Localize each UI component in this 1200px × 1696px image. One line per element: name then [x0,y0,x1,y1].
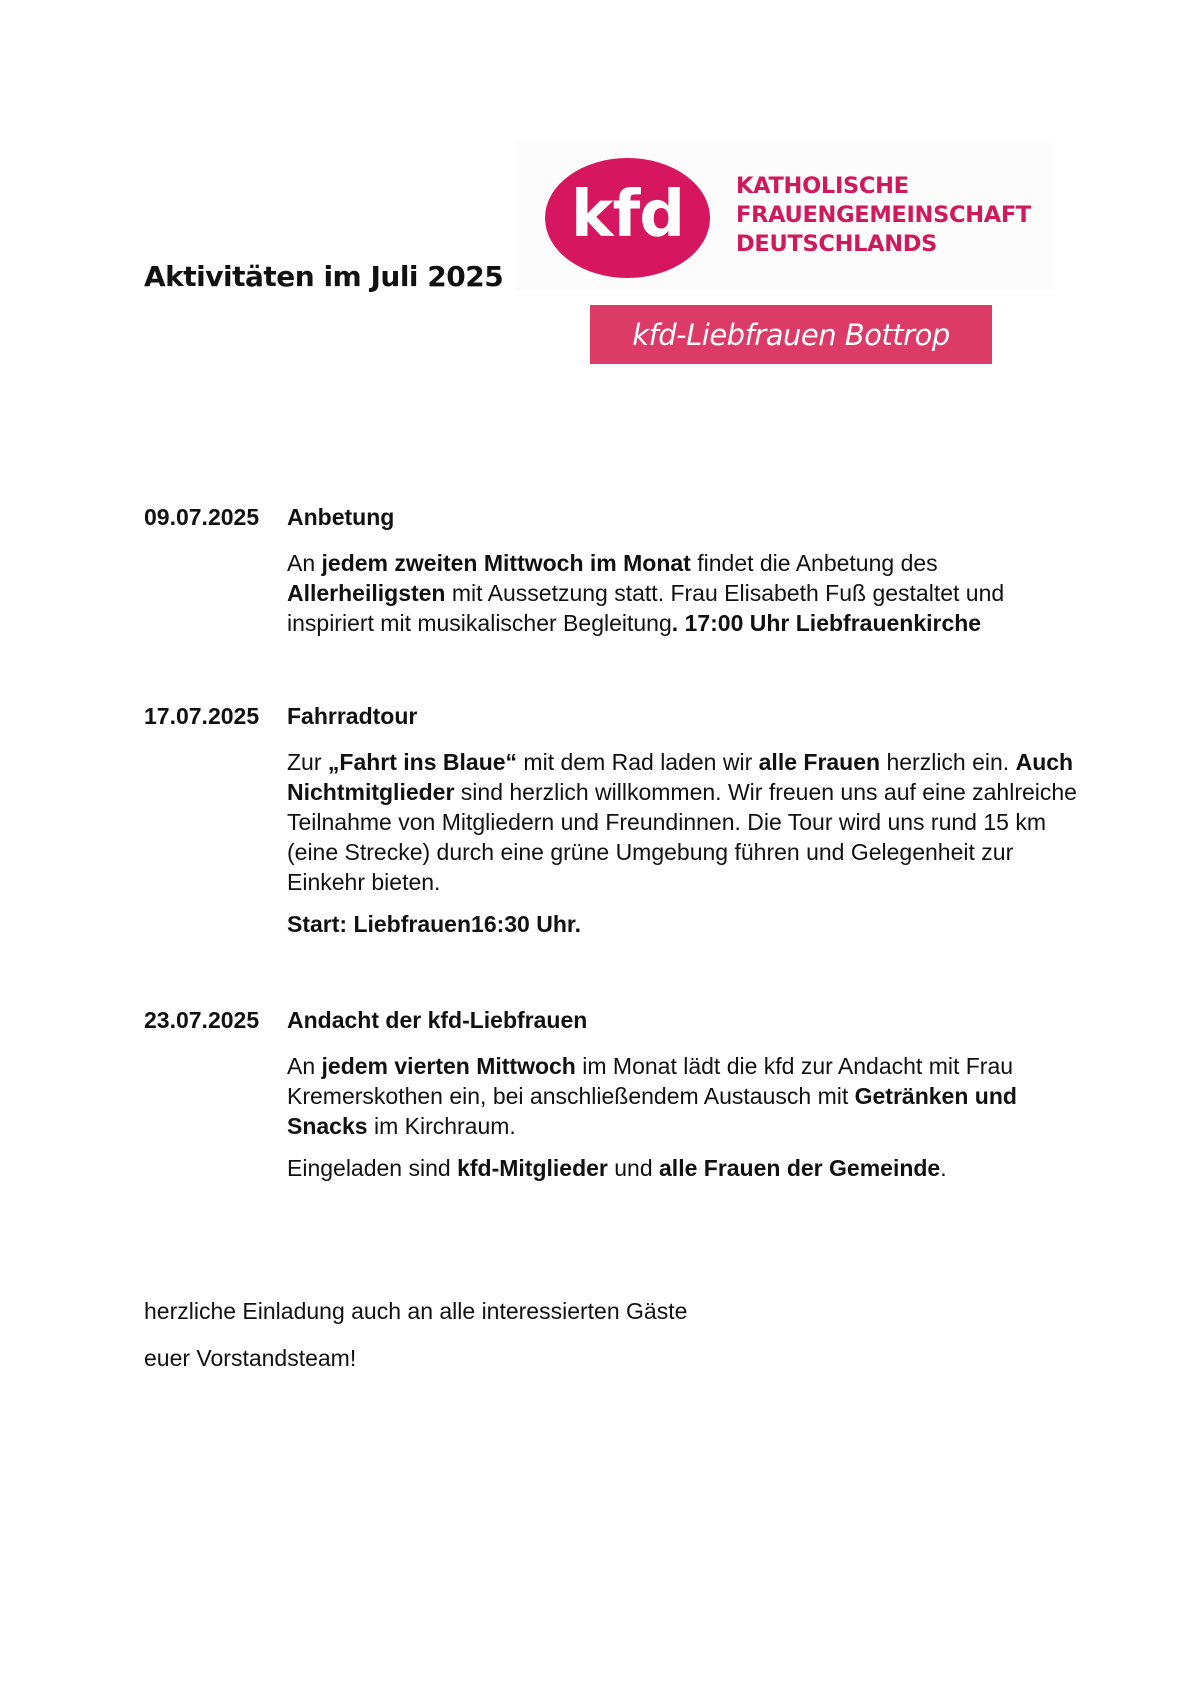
emphasis-text: jedem vierten Mittwoch [321,1053,576,1079]
closing-signature: euer Vorstandsteam! [144,1345,357,1371]
event-description [287,548,1087,638]
body-text: . [940,1155,947,1181]
event-description [287,747,1087,939]
emphasis-text: kfd-Mitglieder [457,1155,608,1181]
emphasis-text: alle Frauen [758,749,881,775]
event-paragraph [287,747,1087,897]
body-text: findet die Anbetung des [690,550,938,576]
body-text: An [287,1053,322,1079]
closing-invitation: herzliche Einladung auch an alle interessierten Gäste [144,1298,688,1324]
emphasis-text: alle Frauen der Gemeinde [659,1155,941,1181]
event-paragraph [287,909,1087,939]
body-text: herzlich ein. [880,749,1016,775]
event-paragraph [287,1153,1087,1183]
event-date: 17.07.2025 [144,703,260,729]
group-banner [590,305,992,364]
body-text: im Monat lädt die kfd zur Andacht mit Frau Kremerskothen ein, bei anschließendem Austausch mit [287,1053,1014,1109]
emphasis-text: Getränken und Snacks [287,1083,1017,1139]
page-title: Aktivitäten im Juli 2025 [144,260,504,293]
body-text: im Kirchraum. [367,1113,516,1139]
emphasis-text: jedem zweiten Mittwoch im Monat [321,550,691,576]
kfd-logo-wordmark [736,172,1031,259]
emphasis-text: . 17:00 Uhr Liebfrauenkirche [671,610,982,636]
body-text: An [287,550,322,576]
logo-line: KATHOLISCHE [736,173,909,199]
emphasis-text: Auch Nichtmitglieder [287,749,1074,805]
body-text: und [607,1155,660,1181]
logo-line: FRAUENGEMEINSCHAFT [736,202,1031,228]
group-banner-text: kfd-Liebfrauen Bottrop [632,317,950,352]
event-title: Andacht der kfd-Liebfrauen [287,1007,588,1033]
event-description [287,1051,1087,1183]
event-title: Anbetung [287,504,395,530]
emphasis-text: „Fahrt ins Blaue“ [327,749,518,775]
kfd-logo-mark-text: kfd [570,178,685,252]
body-text: Eingeladen sind [287,1155,458,1181]
body-text: mit Aussetzung statt. Frau Elisabeth Fuß gestaltet und inspiriert mit musikalischer Begleitung [287,580,1005,636]
kfd-logo-mark [545,158,710,278]
emphasis-text: Start: Liebfrauen16:30 Uhr. [287,911,581,937]
body-text: mit dem Rad laden wir [517,749,759,775]
body-text: sind herzlich willkommen. Wir freuen uns auf eine zahlreiche Teilnahme von Mitgliedern und Freundinnen. Die Tour wird uns rund 15 km (eine Strecke) durch eine grüne Umgebung führen und Gelegenheit zur Einkehr bieten. [287,779,1077,895]
event-date: 09.07.2025 [144,504,260,530]
event-paragraph [287,548,1087,638]
event-title: Fahrradtour [287,703,418,729]
event-paragraph [287,1051,1087,1141]
body-text: Zur [287,749,328,775]
emphasis-text: Allerheiligsten [287,580,446,606]
event-date: 23.07.2025 [144,1007,260,1033]
logo-line: DEUTSCHLANDS [736,231,938,257]
